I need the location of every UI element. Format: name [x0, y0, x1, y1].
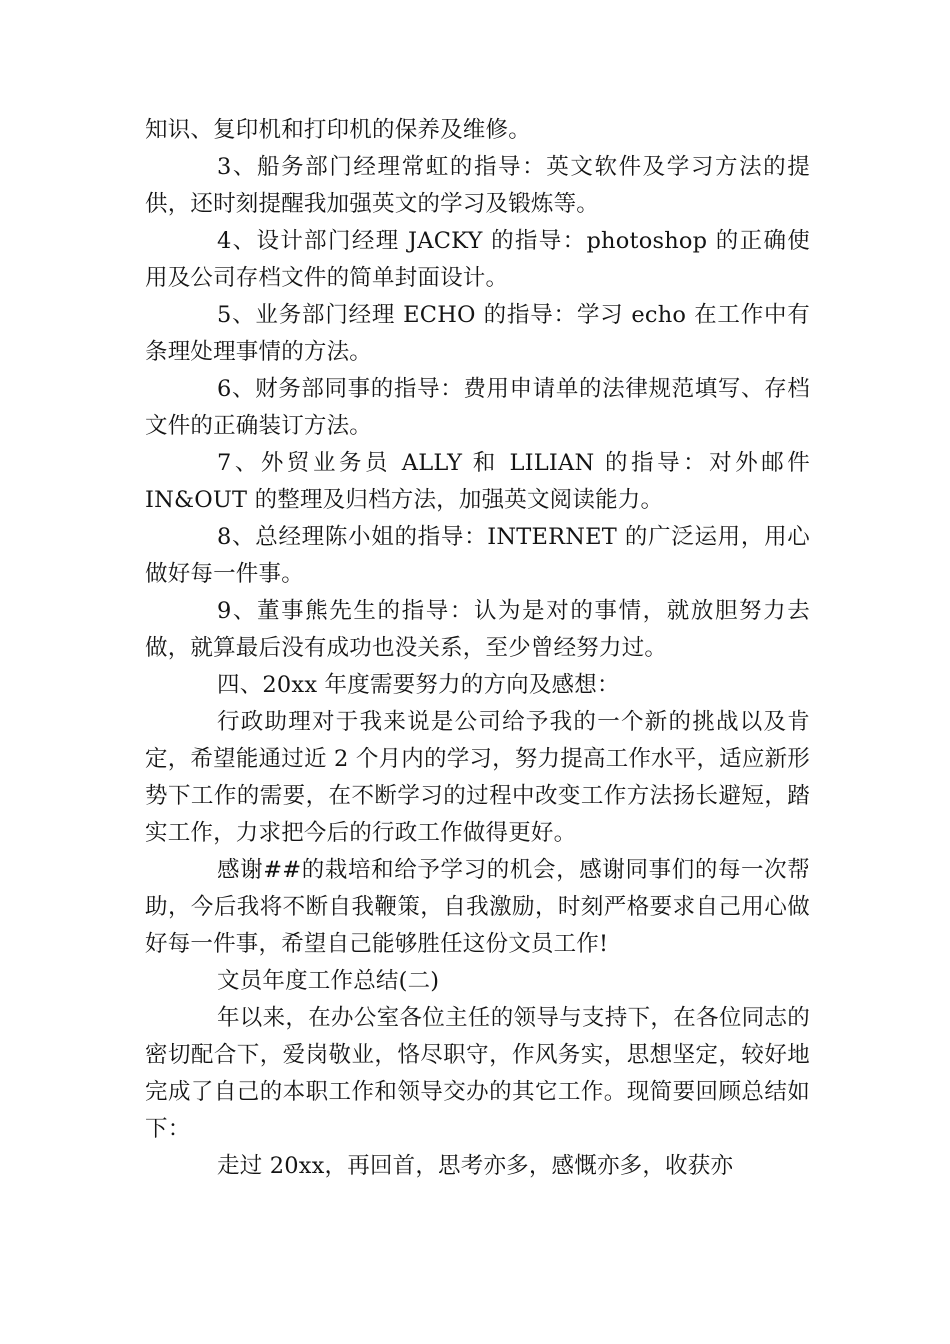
paragraph: 感谢##的栽培和给予学习的机会，感谢同事们的每一次帮助，今后我将不断自我鞭策，自我激励，时刻严格要求自己用心做好每一件事，希望自己能够胜任这份文员工作! — [145, 857, 810, 957]
paragraph: 8、总经理陈小姐的指导：INTERNET 的广泛运用，用心做好每一件事。 — [145, 524, 810, 587]
paragraph: 四、20xx 年度需要努力的方向及感想： — [217, 672, 620, 698]
paragraph: 7、外贸业务员 ALLY 和 LILIAN 的指导：对外邮件 IN&OUT 的整理及归档方法，加强英文阅读能力。 — [145, 450, 810, 513]
paragraph: 文员年度工作总结(二) — [217, 968, 440, 994]
paragraph: 3、船务部门经理常虹的指导：英文软件及学习方法的提供，还时刻提醒我加强英文的学习及锻炼等。 — [145, 154, 810, 217]
paragraph: 4、设计部门经理 JACKY 的指导：photoshop 的正确使用及公司存档文件的简单封面设计。 — [145, 228, 810, 291]
paragraph: 6、财务部同事的指导：费用申请单的法律规范填写、存档文件的正确装订方法。 — [145, 376, 810, 439]
document-body — [145, 112, 810, 1185]
paragraph: 走过 20xx，再回首，思考亦多，感慨亦多，收获亦 — [217, 1153, 734, 1179]
paragraph: 5、业务部门经理 ECHO 的指导：学习 echo 在工作中有条理处理事情的方法。 — [145, 302, 810, 365]
paragraph: 行政助理对于我来说是公司给予我的一个新的挑战以及肯定，希望能通过近 2 个月内的学习，努力提高工作水平，适应新形势下工作的需要，在不断学习的过程中改变工作方法扬长避短，踏实工作，力求把今后的行政工作做得更好。 — [145, 709, 810, 846]
paragraph: 知识、复印机和打印机的保养及维修。 — [145, 117, 531, 143]
paragraph: 年以来，在办公室各位主任的领导与支持下，在各位同志的密切配合下，爱岗敬业，恪尽职守，作风务实，思想坚定，较好地完成了自己的本职工作和领导交办的其它工作。现简要回顾总结如下： — [145, 1005, 810, 1142]
paragraph: 9、董事熊先生的指导：认为是对的事情，就放胆努力去做，就算最后没有成功也没关系，至少曾经努力过。 — [145, 598, 810, 661]
